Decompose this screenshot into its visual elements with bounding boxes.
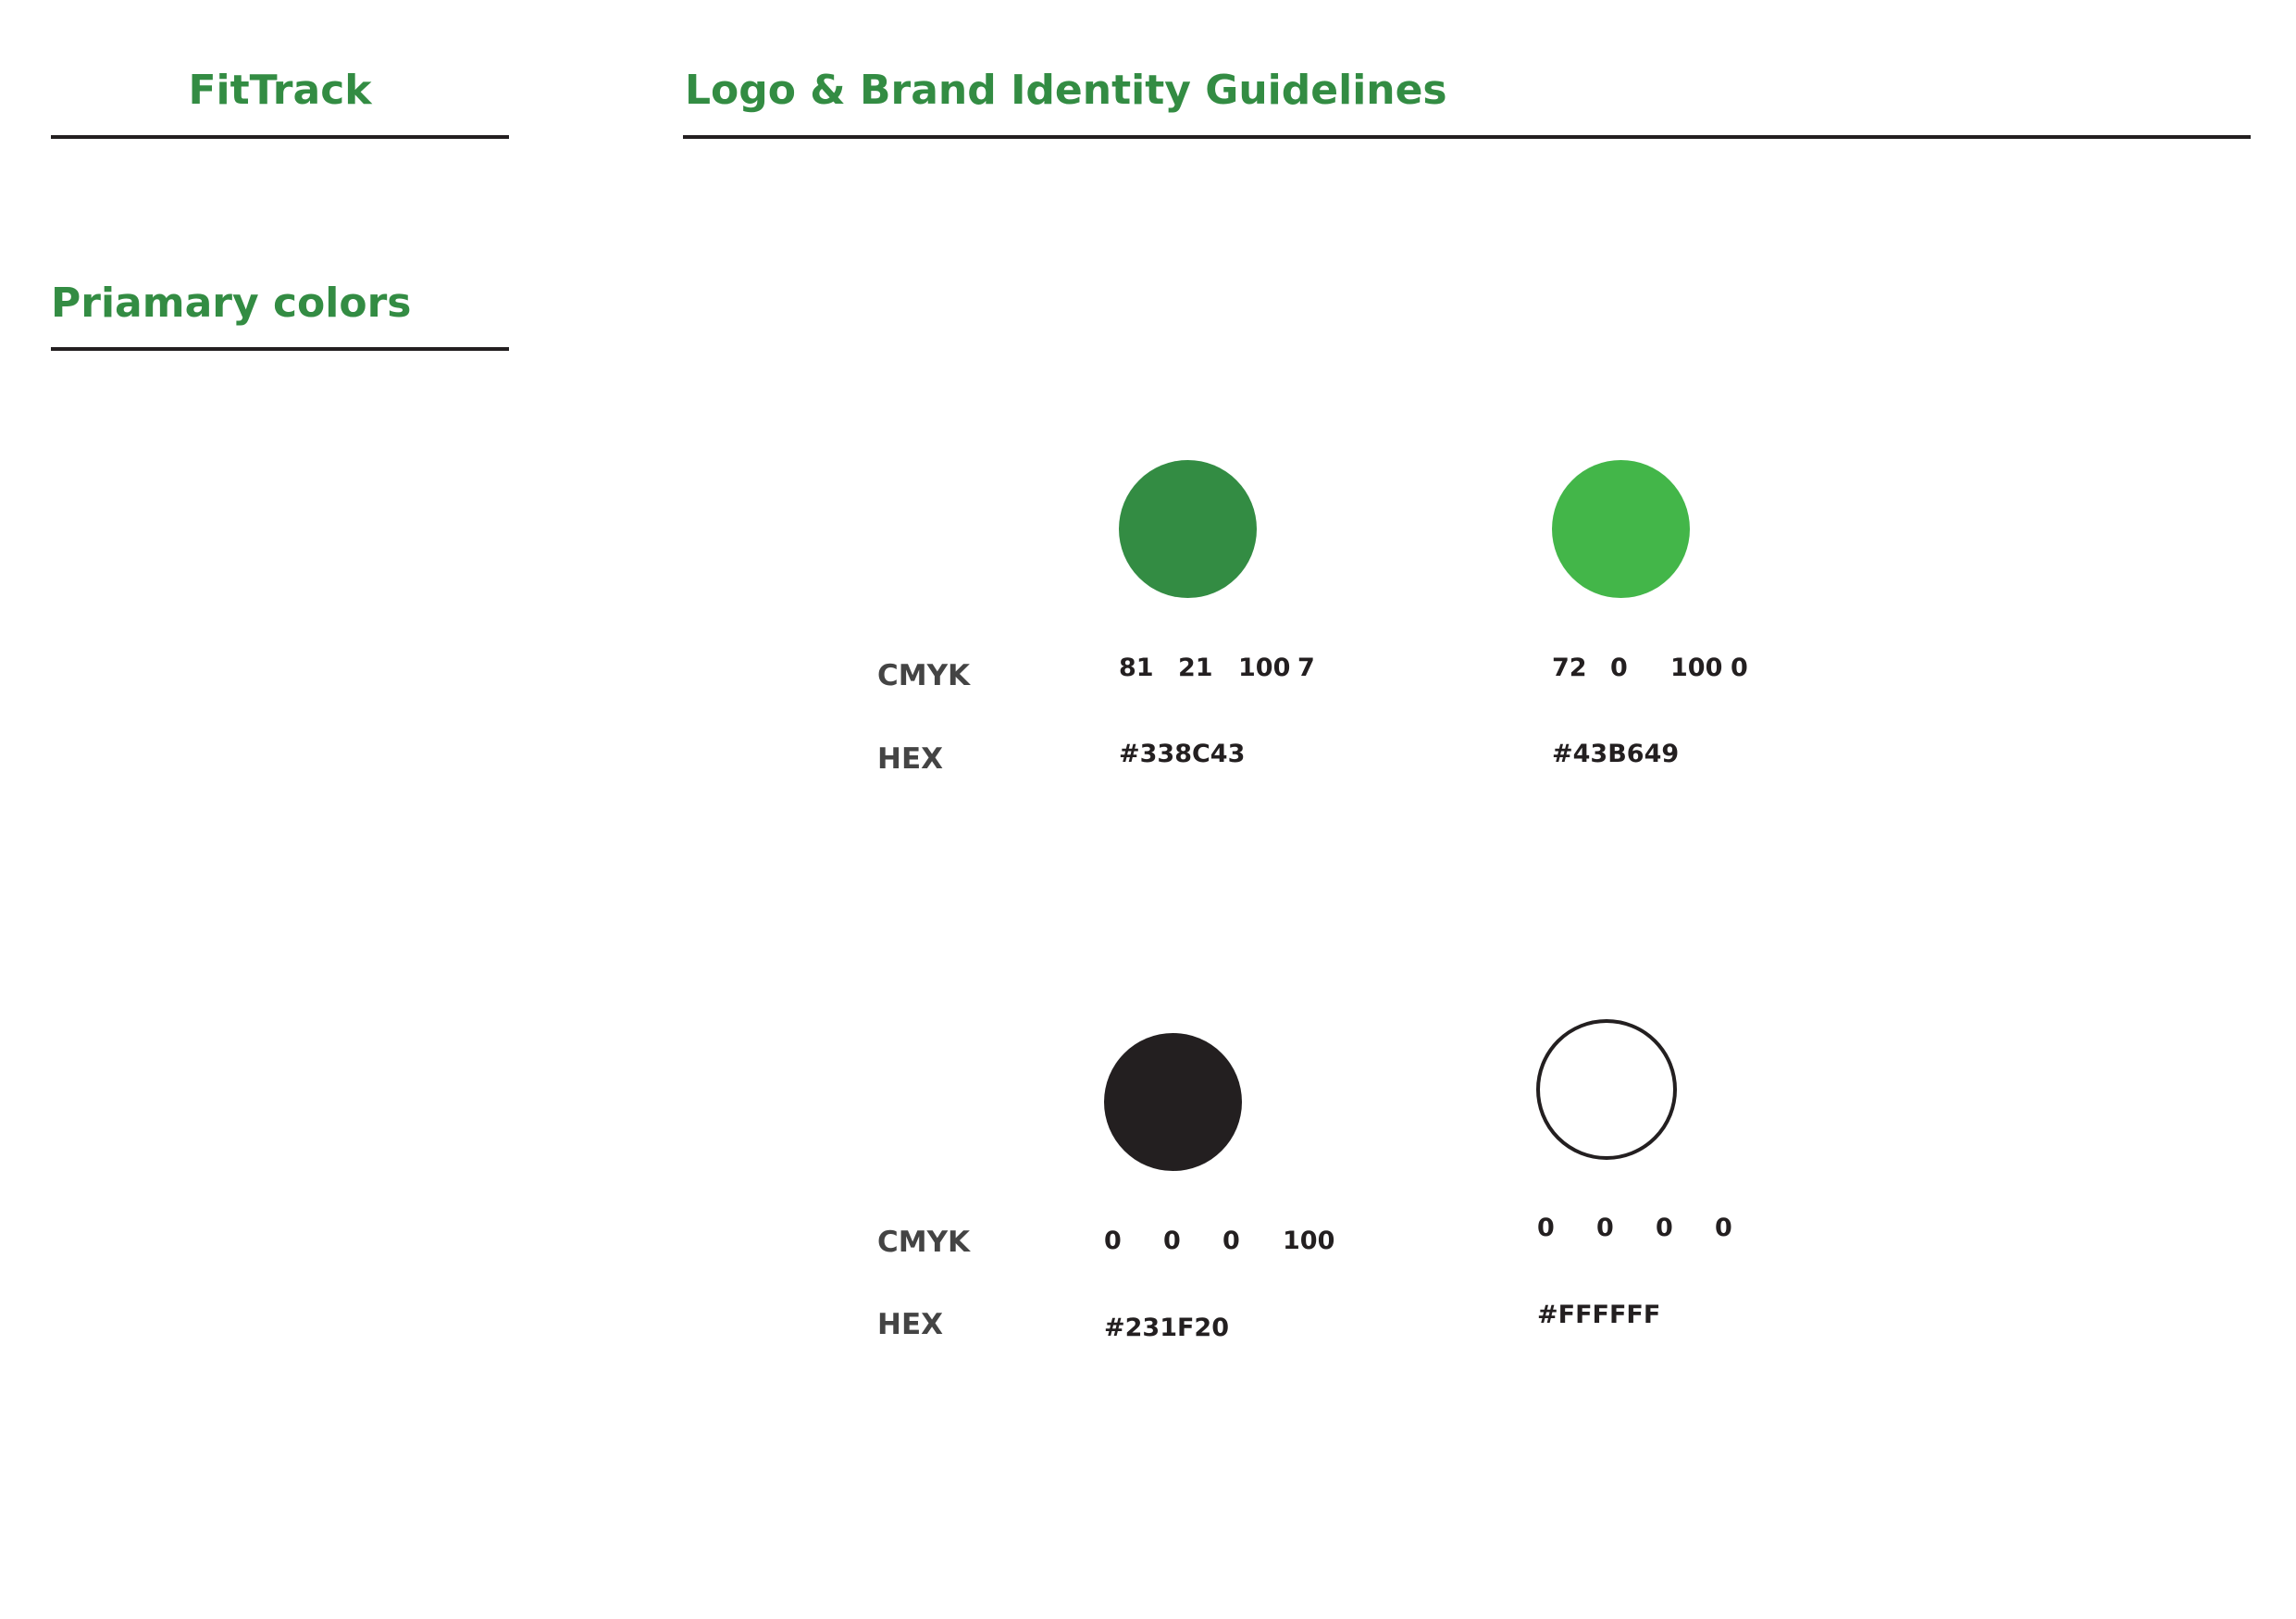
cmyk-y-value: 100	[1670, 654, 1723, 682]
hex-label: HEX	[877, 742, 944, 776]
color-swatch	[1104, 1033, 1242, 1171]
color-swatch	[1536, 1019, 1677, 1160]
cmyk-y-value: 100	[1238, 654, 1291, 682]
cmyk-c-value: 0	[1104, 1227, 1122, 1255]
cmyk-m-value: 0	[1163, 1227, 1181, 1255]
cmyk-k-value: 100	[1283, 1227, 1335, 1255]
hex-value: #231F20	[1104, 1314, 1229, 1342]
document-title: Logo & Brand Identity Guidelines	[685, 67, 1447, 114]
cmyk-label: CMYK	[877, 1226, 971, 1259]
hex-value: #43B649	[1552, 740, 1680, 768]
cmyk-m-value: 0	[1596, 1214, 1614, 1242]
cmyk-m-value: 0	[1610, 654, 1628, 682]
cmyk-c-value: 0	[1537, 1214, 1555, 1242]
hex-value: #FFFFFF	[1537, 1301, 1661, 1329]
hex-label: HEX	[877, 1308, 944, 1341]
cmyk-c-value: 72	[1552, 654, 1587, 682]
cmyk-m-value: 21	[1178, 654, 1213, 682]
cmyk-k-value: 0	[1715, 1214, 1732, 1242]
color-swatch	[1552, 460, 1690, 598]
cmyk-y-value: 0	[1656, 1214, 1673, 1242]
brand-name: FitTrack	[188, 67, 372, 114]
section-title: Priamary colors	[51, 280, 412, 327]
title-divider	[683, 135, 2251, 139]
cmyk-y-value: 0	[1222, 1227, 1240, 1255]
section-divider	[51, 347, 509, 351]
hex-value: #338C43	[1119, 740, 1246, 768]
cmyk-k-value: 7	[1297, 654, 1315, 682]
color-swatch	[1119, 460, 1257, 598]
cmyk-c-value: 81	[1119, 654, 1154, 682]
cmyk-label: CMYK	[877, 659, 971, 692]
brand-divider	[51, 135, 509, 139]
cmyk-k-value: 0	[1731, 654, 1748, 682]
